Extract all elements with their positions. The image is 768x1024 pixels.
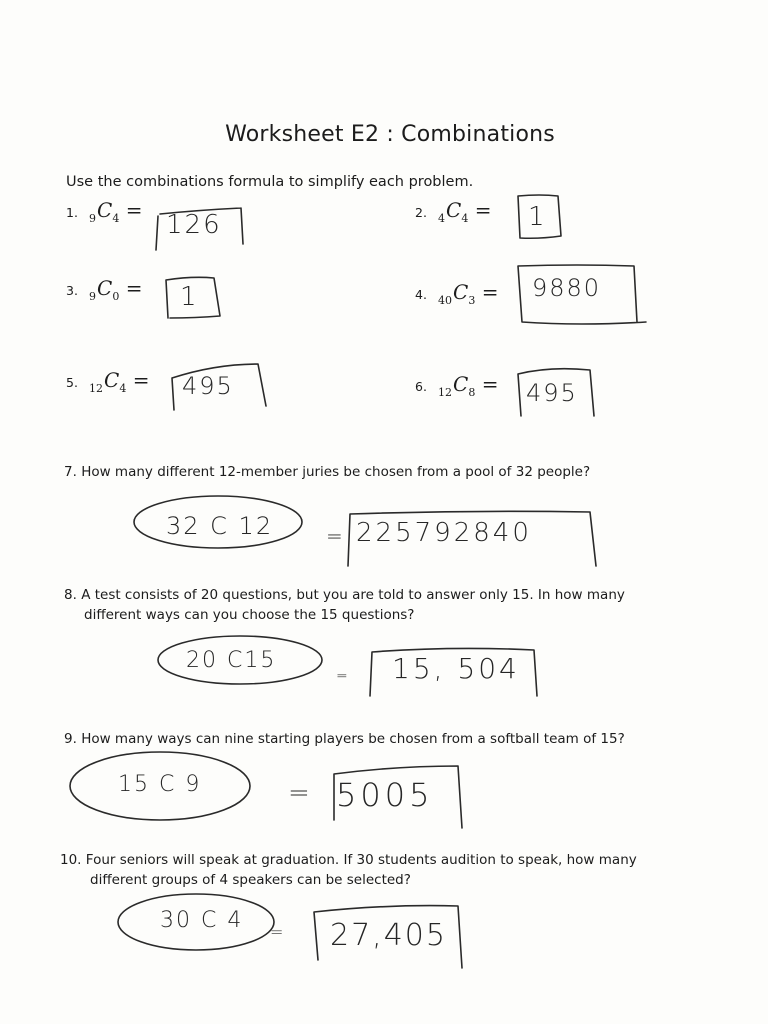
answer-3: 1 (180, 282, 199, 312)
instructions: Use the combinations formula to simplify each problem. (66, 174, 474, 190)
equals-sign: = (288, 778, 312, 808)
problem-number: 10. (60, 852, 82, 868)
combination-c: C (97, 198, 113, 222)
answer-2: 1 (528, 202, 547, 232)
combination-n: 9 (89, 212, 97, 225)
combination-n: 4 (438, 212, 446, 225)
answer-box-9 (334, 766, 462, 828)
answer-box-10 (314, 906, 462, 968)
equals-sign: = (270, 922, 286, 941)
answer-box-2 (518, 195, 561, 238)
answer-box-7 (348, 511, 596, 566)
combination-n: 40 (438, 294, 453, 307)
combination-r: 8 (468, 386, 476, 399)
equals-sign: = (125, 198, 143, 222)
question-text: A test consists of 20 questions, but you are told to answer only 15. In how many (81, 587, 625, 603)
work-oval-7 (134, 496, 302, 548)
answer-box-3 (166, 277, 220, 318)
equals-sign: = (336, 668, 350, 684)
equals-sign: = (481, 372, 499, 396)
question-text: Four seniors will speak at graduation. If 30 students audition to speak, how many (85, 852, 637, 868)
work-10: 30 C 4 (160, 908, 244, 933)
combination-r: 4 (112, 212, 120, 225)
combination-r: 4 (119, 382, 127, 395)
equals-sign: = (481, 280, 499, 304)
question-text: How many ways can nine starting players be chosen from a softball team of 15? (81, 731, 625, 747)
equals-sign: = (132, 368, 150, 392)
answer-5: 495 (182, 372, 234, 400)
problem-number: 8. (64, 587, 77, 603)
question-text-continued: different ways can you choose the 15 questions? (84, 607, 415, 623)
answer-7: 225792840 (356, 518, 532, 548)
problem-number: 6. (415, 379, 427, 394)
answer-8: 15, 504 (392, 652, 520, 685)
answer-10: 27,405 (330, 918, 447, 953)
worksheet-title: Worksheet E2 : Combinations (225, 122, 555, 147)
combination-c: C (97, 276, 113, 300)
work-oval-10 (118, 894, 274, 950)
answer-box-4 (518, 265, 646, 324)
work-8: 20 C15 (186, 648, 277, 673)
work-oval-9 (70, 752, 250, 820)
answer-4: 9880 (532, 274, 602, 302)
equals-sign: = (326, 524, 345, 548)
work-9: 15 C 9 (118, 772, 202, 797)
combination-r: 0 (112, 290, 120, 303)
problem-number: 4. (415, 287, 427, 302)
equals-sign: = (474, 198, 492, 222)
answer-box-8 (370, 648, 537, 696)
work-7: 32 C 12 (166, 512, 274, 540)
problem-number: 9. (64, 731, 77, 747)
problem-number: 1. (66, 205, 78, 220)
answer-box-6 (518, 369, 594, 416)
problem-number: 3. (66, 283, 78, 298)
problem-number: 5. (66, 375, 78, 390)
question-text: How many different 12-member juries be chosen from a pool of 32 people? (81, 464, 591, 480)
combination-c: C (453, 280, 469, 304)
work-oval-8 (158, 636, 322, 684)
combination-n: 12 (89, 382, 104, 395)
answer-1: 126 (166, 210, 222, 240)
combination-n: 12 (438, 386, 453, 399)
problem-number: 7. (64, 464, 77, 480)
question-text-continued: different groups of 4 speakers can be selected? (90, 872, 411, 888)
answer-9: 5005 (336, 776, 434, 814)
combination-r: 3 (468, 294, 476, 307)
combination-c: C (453, 372, 469, 396)
answer-6: 495 (526, 379, 578, 407)
answer-box-1 (156, 208, 243, 250)
combination-n: 9 (89, 290, 97, 303)
answer-box-5 (172, 364, 266, 410)
combination-c: C (446, 198, 462, 222)
combination-c: C (104, 368, 120, 392)
problem-number: 2. (415, 205, 427, 220)
combination-r: 4 (461, 212, 469, 225)
equals-sign: = (125, 276, 143, 300)
